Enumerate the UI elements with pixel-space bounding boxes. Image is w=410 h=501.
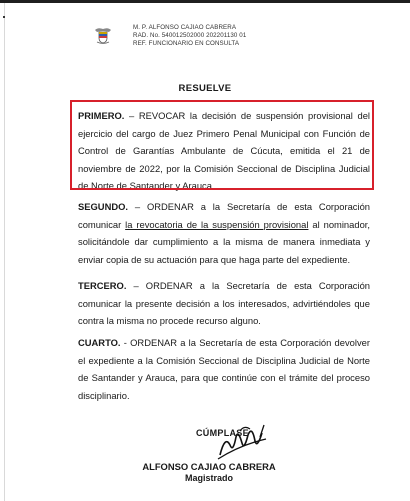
signer-name: ALFONSO CAJIAO CABRERA: [142, 461, 276, 472]
section-title: RESUELVE: [178, 83, 232, 94]
cuarto-label: CUARTO.: [78, 337, 121, 348]
segundo-underlined: la revocatoria de la suspensión provisional: [125, 218, 309, 230]
cuarto-text: ORDENAR a la Secretaría de esta Corporación devolver el expediente a la Comisión Seccional de Disciplina Judicial de Norte de Santander y Arauca, para que continúe con el trámite del proceso disciplinario.: [78, 337, 370, 401]
primero-text: la decisión de suspensión provisional del ejercicio del cargo de Juez Primero Penal Municipal con Función de Control de Garantías Ambulante de Cúcuta, emitida el 21 de noviembre de 2022, por la: [78, 110, 370, 174]
closing-cumplase: CÚMPLASE: [196, 428, 249, 438]
paragraph-cuarto: [78, 334, 370, 404]
paragraph-tercero: [78, 277, 370, 330]
tercero-text: ORDENAR a la Secretaría de esta Corporación comunicar la presente decisión a los interesados, advirtiéndoles que contra la misma no procede recurso alguno.: [78, 280, 370, 326]
tercero-label: TERCERO.: [78, 280, 127, 291]
primero-dash: –: [124, 110, 139, 121]
header-radicado: RAD. No. 540012502000 202201130 01: [133, 32, 247, 39]
segundo-label: SEGUNDO.: [78, 201, 129, 212]
highlight-box: [70, 100, 374, 190]
paragraph-segundo: [78, 198, 370, 268]
primero-end: .: [211, 180, 215, 191]
header-block: [133, 24, 246, 48]
primero-verb: REVOCAR: [138, 110, 186, 121]
primero-label: PRIMERO.: [78, 110, 125, 121]
coat-of-arms-icon: [92, 24, 114, 46]
header-reference: REF. FUNCIONARIO EN CONSULTA: [133, 40, 240, 47]
signer-role: Magistrado: [184, 473, 233, 483]
header-magistrate: M. P. ALFONSO CAJIAO CABRERA: [133, 24, 237, 31]
page-edge: [4, 3, 5, 501]
segundo-dash: –: [128, 201, 147, 212]
primero-org: Comisión Seccional de Disciplina Judicial de Norte de Santander y Arauca: [78, 162, 370, 191]
cuarto-dash: -: [120, 337, 131, 348]
segundo-text-1: ORDENAR a la Secretaría de esta Corporación comunicar: [78, 201, 370, 230]
stray-mark: [3, 16, 5, 18]
segundo-text-2: al nominador, solicitándole dar cumplimiento a la misma de manera inmediata y enviar copia de su actuación para que haga parte del expediente.: [78, 218, 370, 265]
tercero-dash: –: [126, 280, 146, 291]
